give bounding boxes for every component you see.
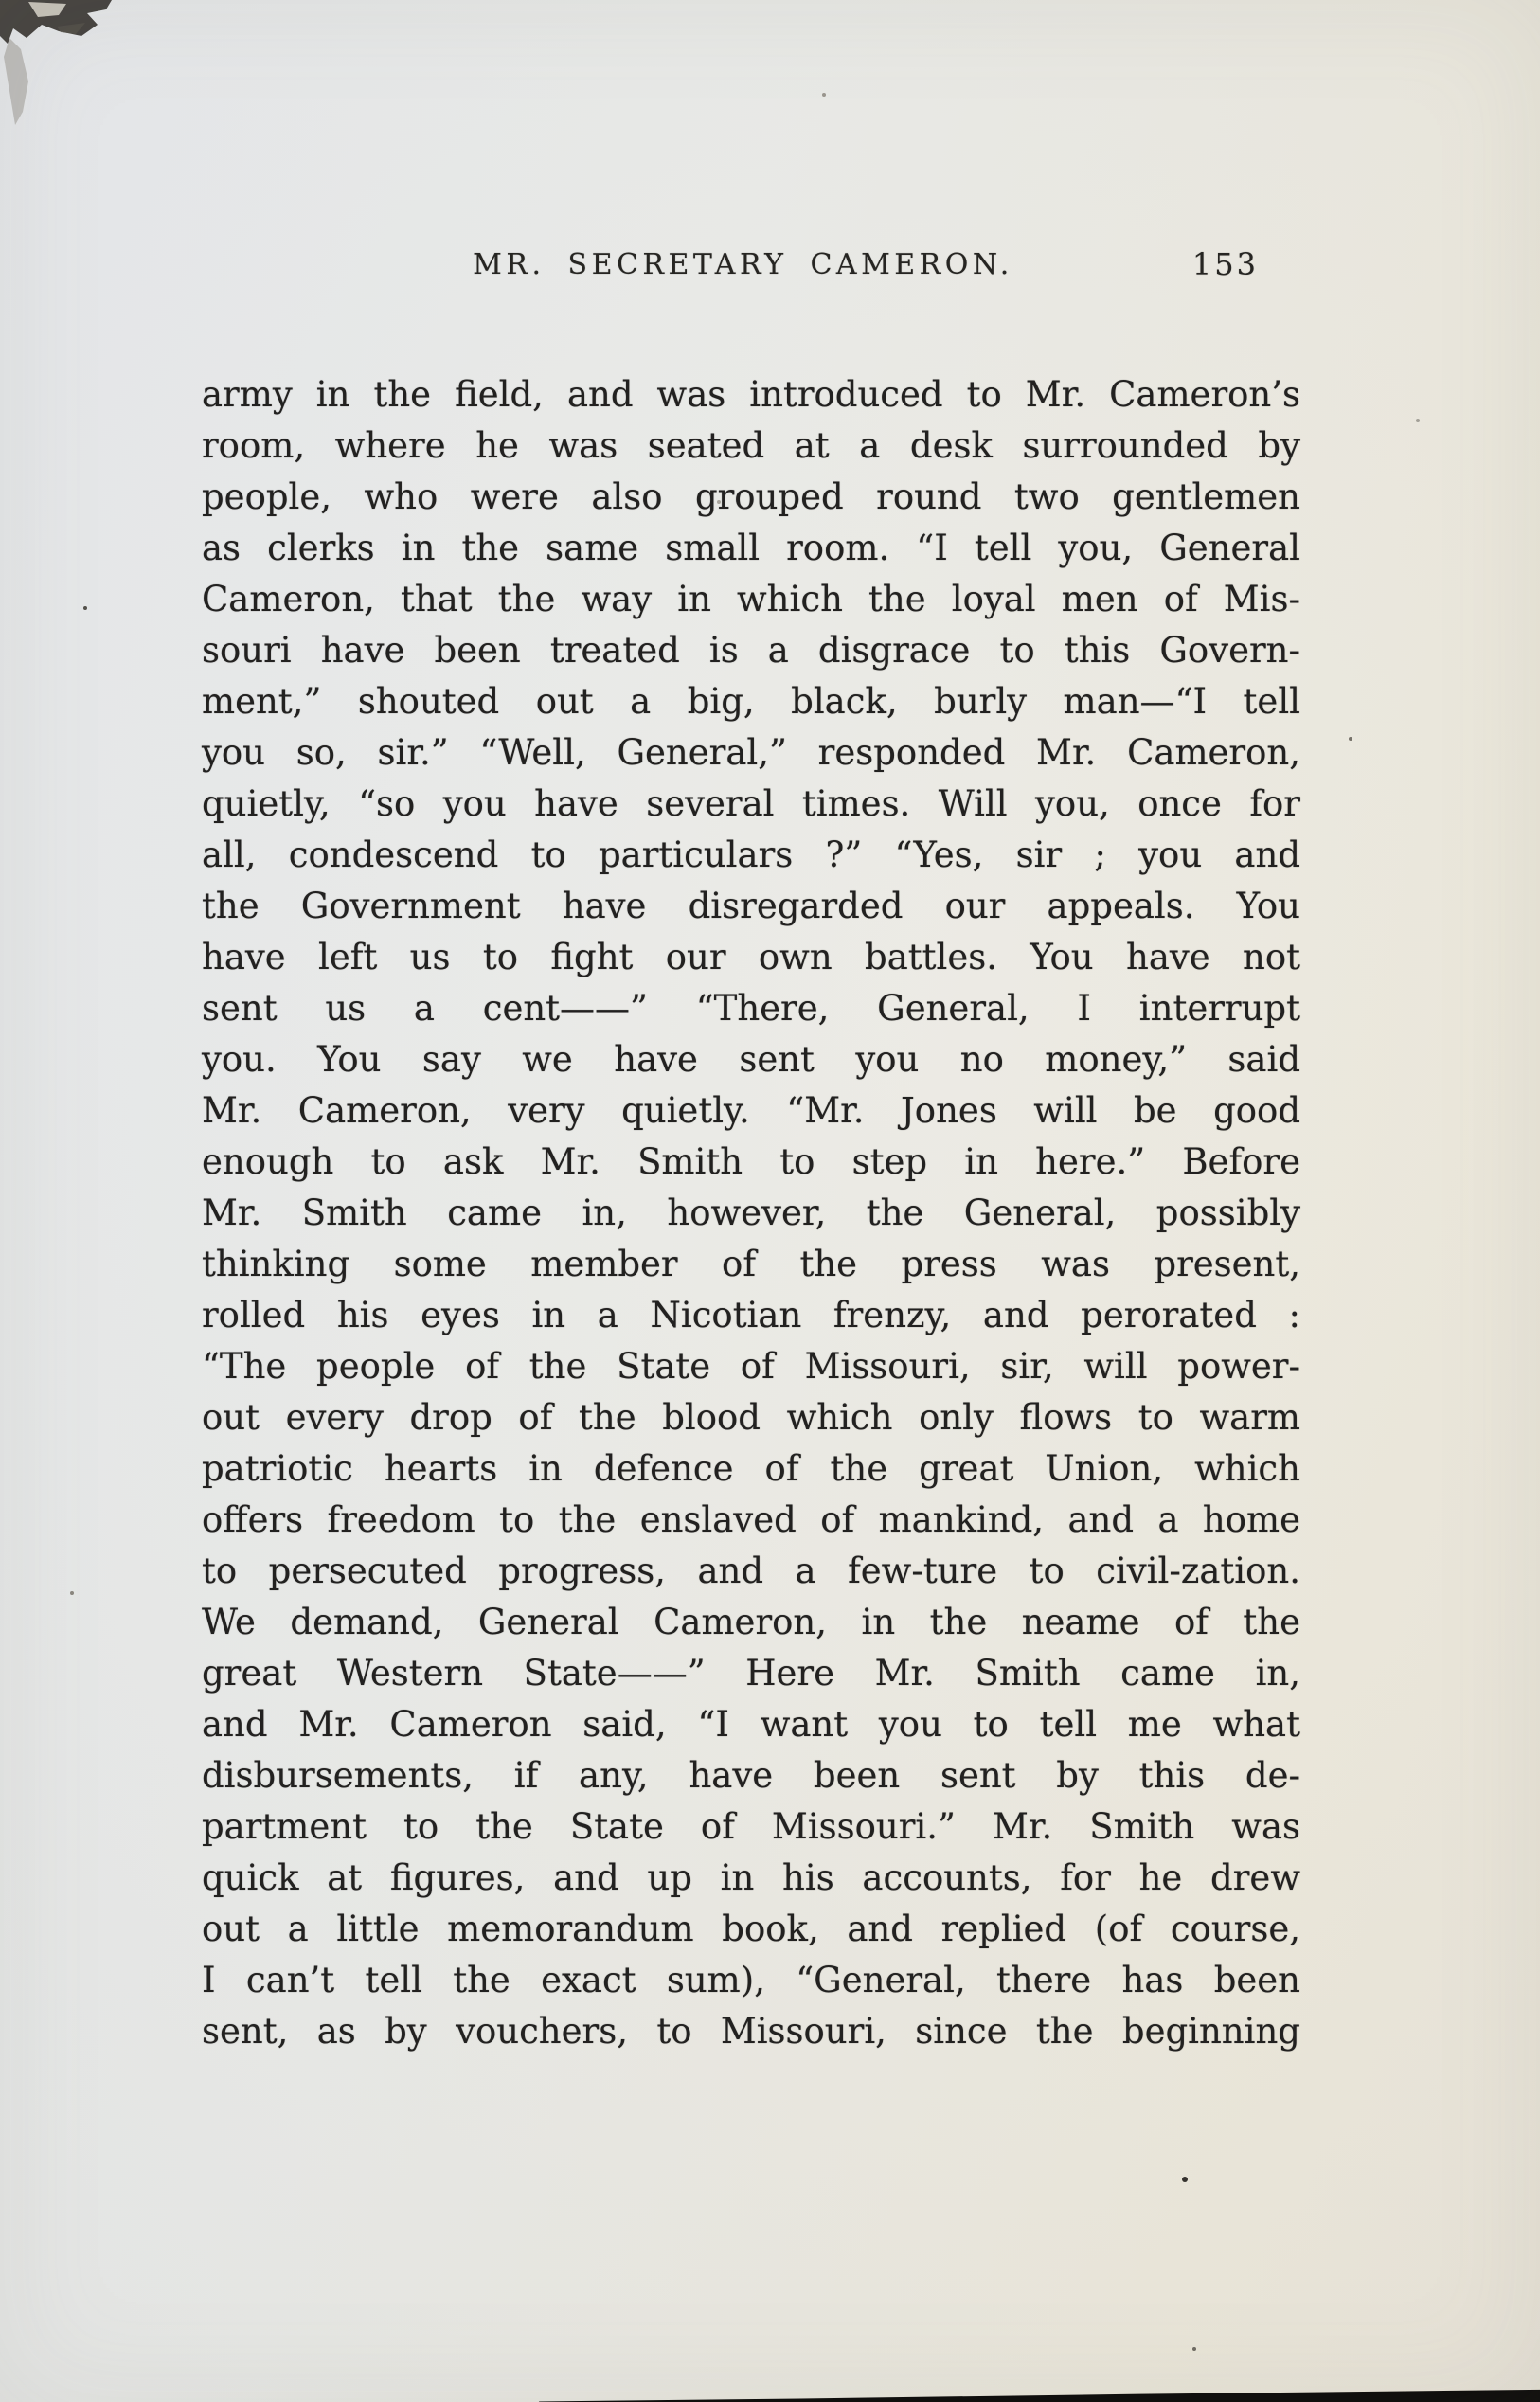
text-line: you so, sir.” “Well, General,” responded Mr. Cameron, bbox=[202, 732, 1300, 773]
text-line: out a little memorandum book, and replied (of course, bbox=[202, 1909, 1300, 1949]
scan-edge-shadow bbox=[0, 2387, 1540, 2402]
torn-corner-artifact bbox=[0, 0, 170, 161]
text-line: offers freedom to the enslaved of mankind, and a home bbox=[202, 1499, 1300, 1540]
text-line: ment,” shouted out a big, black, burly man—“I tell bbox=[202, 681, 1300, 722]
text-line: “The people of the State of Missouri, sir, will power- bbox=[202, 1346, 1300, 1387]
text-line: you. You say we have sent you no money,” said bbox=[202, 1039, 1300, 1080]
text-line: room, where he was seated at a desk surrounded by bbox=[202, 425, 1300, 466]
text-line: enough to ask Mr. Smith to step in here.” Before bbox=[202, 1141, 1300, 1182]
paper-specks bbox=[0, 0, 4, 4]
text-line: thinking some member of the press was present, bbox=[202, 1244, 1300, 1284]
text-line: We demand, General Cameron, in the neame of the bbox=[202, 1602, 1300, 1642]
text-line: sent, as by vouchers, to Missouri, since the beginning bbox=[202, 2011, 1300, 2052]
text-line: as clerks in the same small room. “I tell you, General bbox=[202, 528, 1300, 568]
text-line: Cameron, that the way in which the loyal men of Mis- bbox=[202, 579, 1300, 619]
text-line: rolled his eyes in a Nicotian frenzy, and perorated : bbox=[202, 1295, 1300, 1335]
page-title: MR. SECRETARY CAMERON. bbox=[473, 248, 1013, 281]
text-line: great Western State——” Here Mr. Smith came in, bbox=[202, 1653, 1300, 1694]
text-line: quietly, “so you have several times. Will you, once for bbox=[202, 783, 1300, 824]
text-line: and Mr. Cameron said, “I want you to tell me what bbox=[202, 1704, 1300, 1745]
text-line: the Government have disregarded our appeals. You bbox=[202, 886, 1300, 926]
text-line: to persecuted progress, and a few-ture to civil-zation. bbox=[202, 1551, 1300, 1591]
text-line: sent us a cent——” “There, General, I interrupt bbox=[202, 988, 1300, 1029]
text-line: all, condescend to particulars ?” “Yes, sir ; you and bbox=[202, 834, 1300, 875]
page-body-text bbox=[202, 369, 1300, 2057]
text-line: have left us to fight our own battles. You have not bbox=[202, 937, 1300, 977]
running-head bbox=[202, 248, 1300, 290]
text-line: disbursements, if any, have been sent by this de- bbox=[202, 1755, 1300, 1796]
text-line: Mr. Cameron, very quietly. “Mr. Jones will be good bbox=[202, 1090, 1300, 1131]
page-number: 153 bbox=[1191, 246, 1259, 282]
text-line: I can’t tell the exact sum), “General, there has been bbox=[202, 1960, 1300, 2000]
text-line: patriotic hearts in defence of the great Union, which bbox=[202, 1448, 1300, 1489]
text-line: Mr. Smith came in, however, the General, possibly bbox=[202, 1192, 1300, 1233]
text-line: quick at figures, and up in his accounts, for he drew bbox=[202, 1857, 1300, 1898]
text-line: army in the field, and was introduced to Mr. Cameron’s bbox=[202, 374, 1300, 415]
text-line: partment to the State of Missouri.” Mr. Smith was bbox=[202, 1806, 1300, 1847]
text-line: people, who were also grouped round two gentlemen bbox=[202, 476, 1300, 517]
text-line: out every drop of the blood which only flows to warm bbox=[202, 1397, 1300, 1438]
text-line: souri have been treated is a disgrace to this Govern- bbox=[202, 630, 1300, 671]
